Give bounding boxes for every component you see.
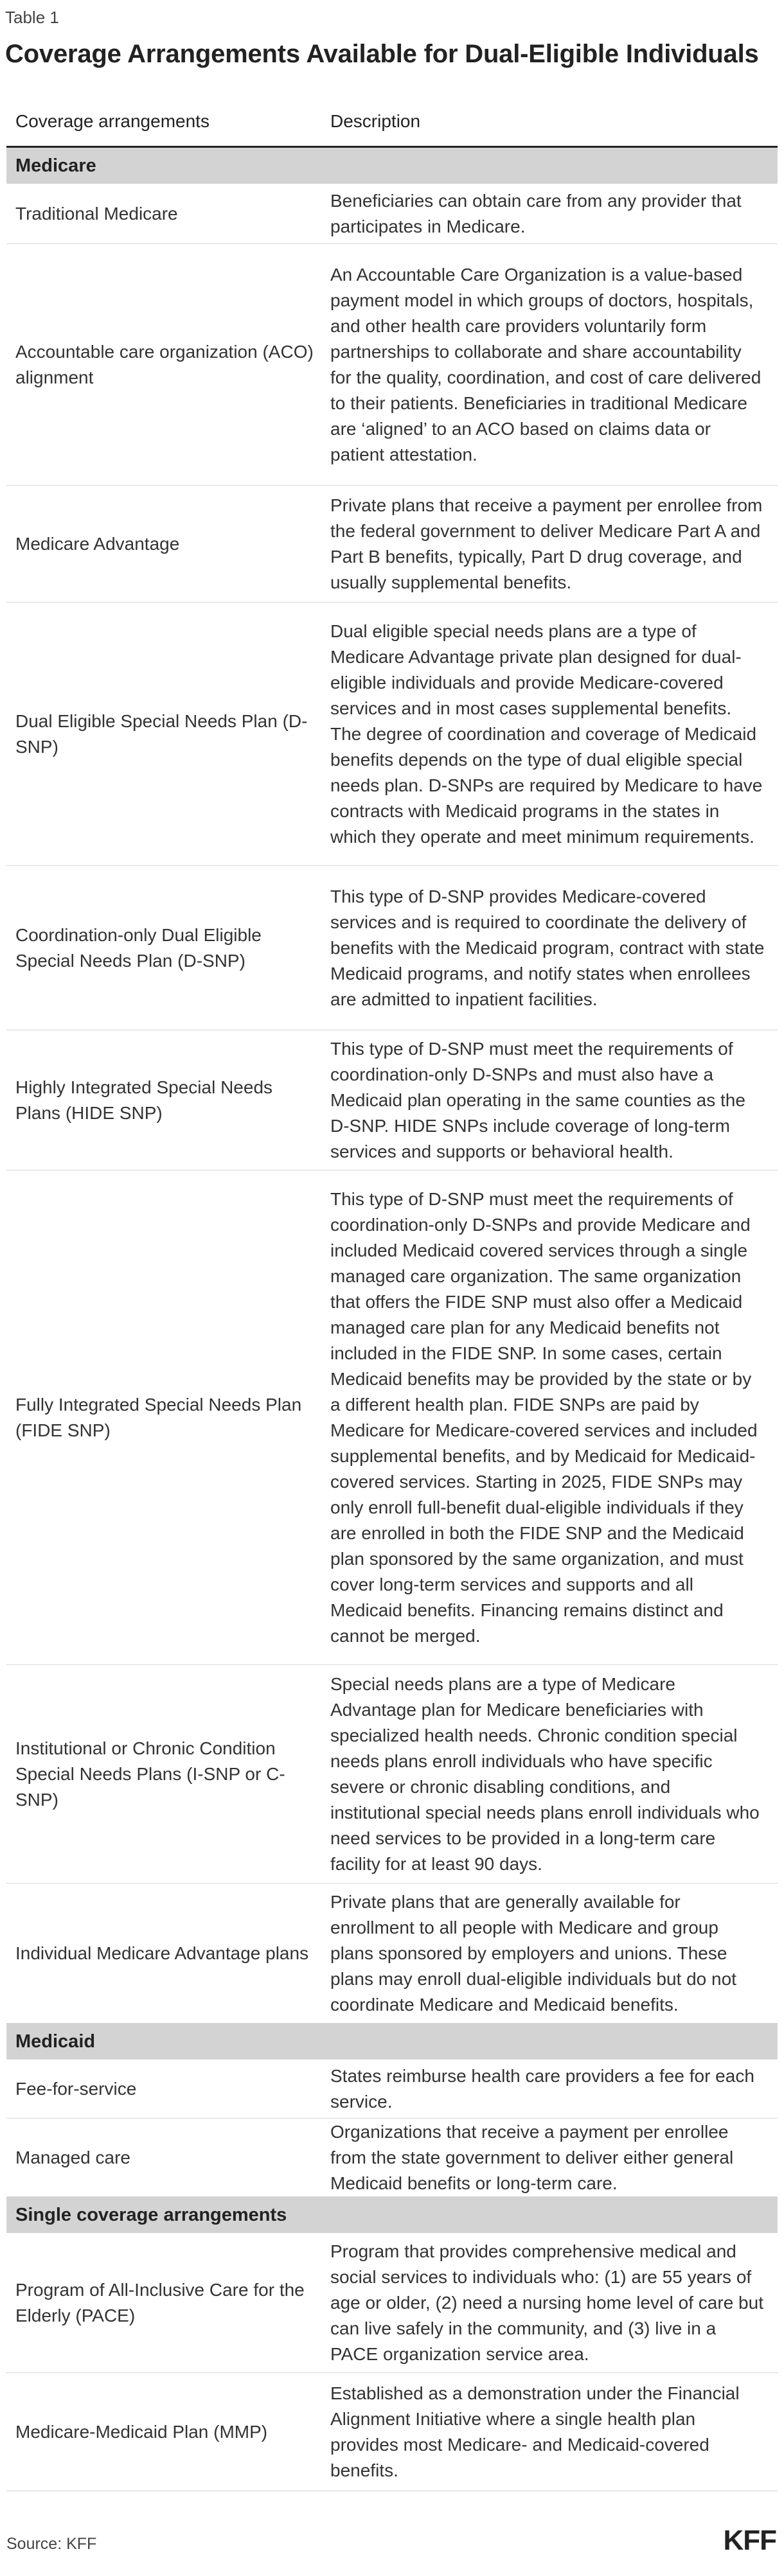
row-name: Individual Medicare Advantage plans <box>6 1883 325 2024</box>
table-label: Table 1 <box>5 8 59 27</box>
row-description: This type of D-SNP provides Medicare-covered services and is required to coordinate the delivery of benefits with the Medicaid program, contract with state Medicaid programs, and notify states when enrollees are admitted to inpatient facilities. <box>325 866 778 1030</box>
table-title: Coverage Arrangements Available for Dual-Eligible Individuals <box>5 40 759 68</box>
row-name: Managed care <box>6 2119 325 2197</box>
row-description: Private plans that receive a payment per enrollee from the federal government to deliver Medicare Part A and Part B benefits, typically, Part D drug coverage, and usually supplemental benefits. <box>325 486 778 603</box>
row-name: Fee-for-service <box>6 2060 325 2119</box>
row-name: Dual Eligible Special Needs Plan (D-SNP) <box>6 603 325 866</box>
row-name: Program of All-Inclusive Care for the Elderly (PACE) <box>6 2233 325 2373</box>
kff-logo: KFF <box>723 2525 776 2556</box>
row-description: Private plans that are generally available for enrollment to all people with Medicare and group plans sponsored by employers and unions. These plans may enroll dual-eligible individuals but do not coordinate Medicare and Medicaid benefits. <box>325 1883 778 2024</box>
source-note: Source: KFF <box>6 2535 97 2553</box>
row-description: This type of D-SNP must meet the requirements of coordination-only D-SNPs and provide Medicare and included Medicaid covered services through a single managed care organization. The same organization that offers the FIDE SNP must also offer a Medicaid managed care plan for any Medicaid benefits not included in the FIDE SNP. In some cases, certain Medicaid benefits may be provided by the state or by a different health plan. FIDE SNPs are paid by Medicare for Medicare-covered services and included supplemental benefits, and by Medicaid for Medicaid-covered services. Starting in 2025, FIDE SNPs may only enroll full-benefit dual-eligible individuals if they are enrolled in both the FIDE SNP and the Medicaid plan sponsored by the same organization, and must cover long-term services and supports and all Medicaid benefits. Financing remains distinct and cannot be merged. <box>325 1170 778 1665</box>
coverage-table <box>6 96 778 2491</box>
section-header-medicaid: Medicaid <box>6 2024 778 2060</box>
row-description: Established as a demonstration under the Financial Alignment Initiative where a single health plan provides most Medicare- and Medicaid-covered benefits. <box>325 2373 778 2491</box>
row-name: Institutional or Chronic Condition Special Needs Plans (I-SNP or C-SNP) <box>6 1665 325 1883</box>
row-name: Highly Integrated Special Needs Plans (HIDE SNP) <box>6 1030 325 1170</box>
row-description: This type of D-SNP must meet the requirements of coordination-only D-SNPs and must also have a Medicaid plan operating in the same counties as the D-SNP. HIDE SNPs include coverage of long-term services and supports or behavioral health. <box>325 1030 778 1170</box>
section-header-medicare: Medicare <box>6 148 778 184</box>
row-description: Program that provides comprehensive medical and social services to individuals who: (1) are 55 years of age or older, (2) need a nursing home level of care but can live safely in the community, and (3) live in a PACE organization service area. <box>325 2233 778 2373</box>
row-description: An Accountable Care Organization is a value-based payment model in which groups of doctors, hospitals, and other health care providers voluntarily form partnerships to collaborate and share accountability for the quality, coordination, and cost of care delivered to their patients. Beneficiaries in traditional Medicare are ‘aligned’ to an ACO based on claims data or patient attestation. <box>325 244 778 486</box>
row-name: Fully Integrated Special Needs Plan (FIDE SNP) <box>6 1170 325 1665</box>
row-name: Coordination-only Dual Eligible Special Needs Plan (D-SNP) <box>6 866 325 1030</box>
column-header-coverage: Coverage arrangements <box>6 96 325 148</box>
row-description: Beneficiaries can obtain care from any provider that participates in Medicare. <box>325 184 778 244</box>
row-name: Traditional Medicare <box>6 184 325 244</box>
column-header-description: Description <box>325 96 778 148</box>
section-header-single-coverage: Single coverage arrangements <box>6 2197 778 2233</box>
row-description: Organizations that receive a payment per enrollee from the state government to deliver either general Medicaid benefits or long-term care. <box>325 2119 778 2197</box>
row-name: Medicare-Medicaid Plan (MMP) <box>6 2373 325 2491</box>
row-description: States reimburse health care providers a fee for each service. <box>325 2060 778 2119</box>
row-name: Accountable care organization (ACO) alignment <box>6 244 325 486</box>
row-description: Dual eligible special needs plans are a type of Medicare Advantage private plan designed for dual-eligible individuals and provide Medicare-covered services and in most cases supplemental benefits. The degree of coordination and coverage of Medicaid benefits depends on the type of dual eligible special needs plan. D-SNPs are required by Medicare to have contracts with Medicaid programs in the states in which they operate and meet minimum requirements. <box>325 603 778 866</box>
row-description: Special needs plans are a type of Medicare Advantage plan for Medicare beneficiaries with specialized health needs. Chronic condition special needs plans enroll individuals who have specific severe or chronic disabling conditions, and institutional special needs plans enroll individuals who need services to be provided in a long-term care facility for at least 90 days. <box>325 1665 778 1883</box>
row-name: Medicare Advantage <box>6 486 325 603</box>
